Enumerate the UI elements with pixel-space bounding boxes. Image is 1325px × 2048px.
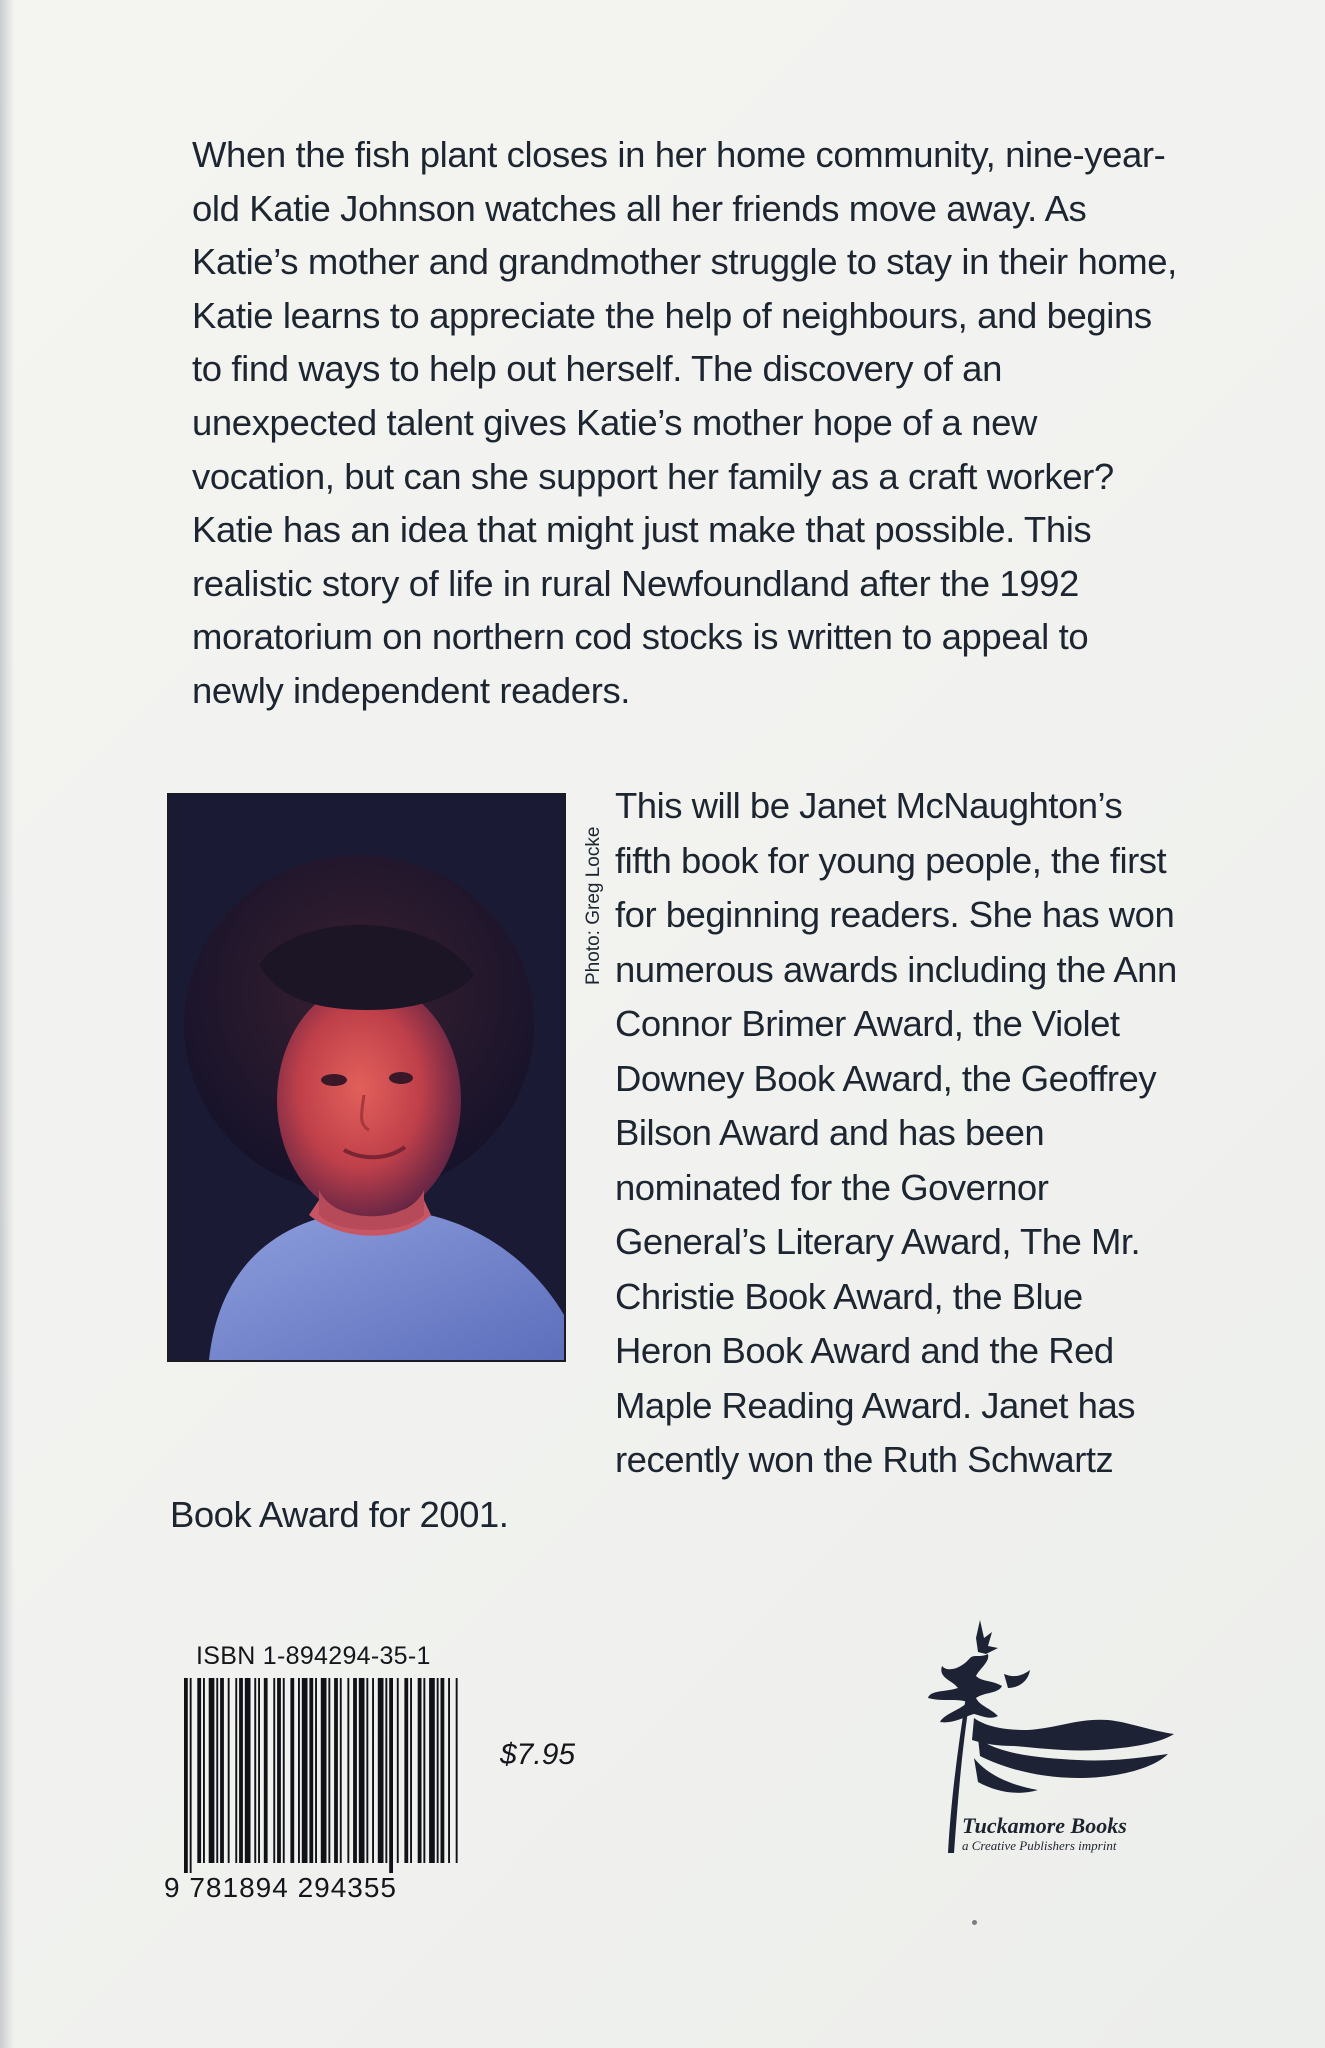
barcode-bar [389,1678,393,1873]
barcode-bar [347,1678,349,1863]
barcode-bar [228,1678,230,1863]
barcode-bar [385,1678,387,1863]
barcode-bar [197,1678,201,1863]
barcode-bar [315,1678,317,1863]
barcode-bar [235,1678,237,1863]
barcode-bar [220,1678,224,1863]
barcode-bar [239,1678,243,1863]
barcode-bar [353,1678,357,1863]
barcode-bar [254,1678,256,1863]
publisher-imprint: a Creative Publishers imprint [962,1838,1117,1853]
barcode-bar [397,1678,399,1863]
barcode-bar [359,1678,365,1863]
barcode-bar [404,1678,408,1863]
barcode-bar [340,1678,342,1863]
barcode-bar [290,1678,294,1863]
barcode-bar [418,1678,422,1863]
barcode-bar [258,1678,260,1863]
price: $7.95 [500,1738,576,1771]
barcode-bar [448,1678,450,1863]
barcode-bar [410,1678,412,1863]
photo-credit-text: Photo: Greg Locke [583,826,604,985]
barcode-bar [328,1678,330,1863]
publisher-name: Tuckamore Books [962,1813,1127,1838]
barcode-digits: 9 781894 294355 [164,1872,397,1903]
barcode-bar [190,1678,192,1873]
barcode-bar [184,1678,188,1873]
cover-edge-shadow [0,0,14,2048]
barcode-bar [372,1678,374,1863]
barcode-bar [209,1678,215,1863]
barcode-bar [273,1678,275,1863]
barcode-bar [429,1678,435,1863]
paper-speck [972,1920,977,1925]
barcode-bar [216,1678,218,1863]
barcode-bar [456,1678,458,1863]
barcode-bar [378,1678,384,1863]
barcode-bar [264,1678,268,1863]
barcode-bar [245,1678,251,1863]
isbn-label: ISBN 1-894294-35-1 [196,1642,431,1670]
barcode-bar [334,1678,338,1863]
author-bio [170,779,1180,1542]
author-bio-text: This will be Janet McNaughton’s fifth book for young people, the first for beginning readers. She has won numerous awards including the Ann Connor Brimer Award, the Violet Downey Book Award, the Geoffrey Bilson Award and has been nominated for the Governor General’s Literary Award, The Mr. Christie Book Award, the Blue Heron Book Award and the Red Maple Reading Award. Janet has recently won the Ruth Schwartz Book Award for 2001. [170,785,1177,1535]
barcode-bar [309,1678,313,1863]
barcode-bar [423,1678,425,1863]
barcode-bar [441,1678,445,1863]
barcode-bar [203,1678,205,1863]
barcode [182,1678,462,1873]
bio-photo-space [170,779,615,1444]
barcode-bar [321,1678,327,1863]
barcode-bar [302,1678,308,1863]
barcode-bar [437,1678,439,1863]
barcode-bar [283,1678,285,1863]
barcode-bar [298,1678,300,1863]
synopsis-paragraph: When the fish plant closes in her home community, nine-year-old Katie Johnson watches all her friends move away. As Katie’s mother and grandmother struggle to stay in their home, Katie learns to appreciate the help of neighbours, and begins to find ways to help out herself. The discovery of an unexpected talent gives Katie’s mother hope of a new vocation, but can she support her family as a craft worker? Katie has an idea that might just make that possible. This realistic story of life in rural Newfoundland after the 1992 moratorium on northern cod stocks is written to appeal to newly independent readers. [192,134,1177,711]
barcode-bar [366,1678,368,1863]
barcode-bar [277,1678,281,1863]
